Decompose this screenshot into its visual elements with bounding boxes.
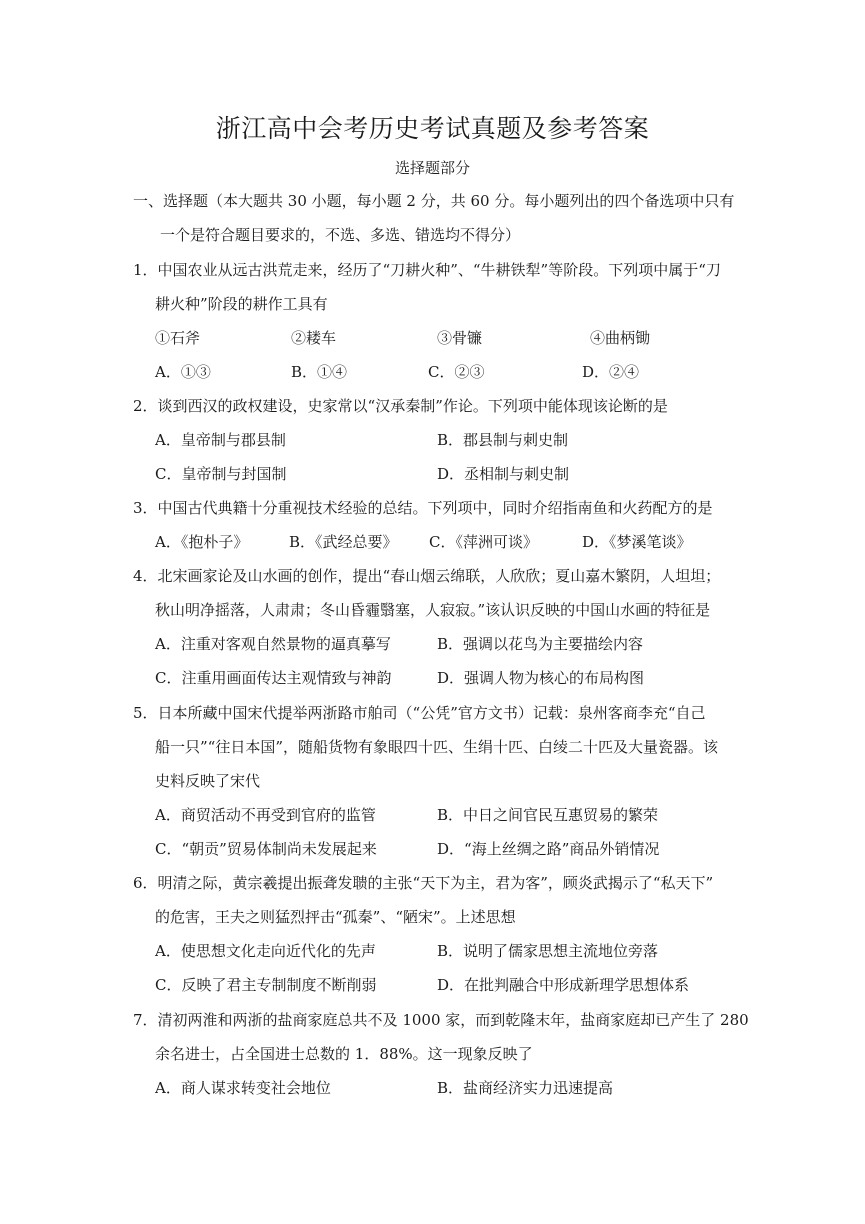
question-3-option-b: B．《武经总要》 [289, 533, 398, 551]
question-4-option-d: D．强调人物为核心的布局构图 [437, 669, 645, 687]
section-subtitle: 选择题部分 [394, 159, 470, 177]
question-7-line-2: 余名进士，占全国进士总数的 1．88%。这一现象反映了 [155, 1045, 533, 1063]
question-5-line-3: 史料反映了宋代 [155, 772, 261, 790]
question-7-option-b: B．盐商经济实力迅速提高 [437, 1079, 614, 1097]
question-1-option-a: A．①③ [155, 363, 211, 381]
question-1-line-2: 耕火种”阶段的耕作工具有 [155, 295, 328, 313]
question-5-option-b: B．中日之间官民互惠贸易的繁荣 [437, 806, 659, 824]
question-3-option-a: A．《抱朴子》 [155, 533, 249, 551]
question-2-line-1: 2．谈到西汉的政权建设，史家常以“汉承秦制”作论。下列项中能体现该论断的是 [133, 397, 668, 415]
question-4-option-a: A．注重对客观自然景物的逼真摹写 [155, 635, 391, 653]
question-3-option-d: D．《梦溪笔谈》 [582, 533, 692, 551]
question-5-option-c: C．“朝贡”贸易体制尚未发展起来 [155, 840, 377, 858]
question-7-option-a: A．商人谋求转变社会地位 [155, 1079, 331, 1097]
question-3-line-1: 3．中国古代典籍十分重视技术经验的总结。下列项中，同时介绍指南鱼和火药配方的是 [133, 499, 713, 517]
question-4-line-1: 4．北宋画家论及山水画的创作，提出“春山烟云绵联，人欣欣；夏山嘉木繁阴，人坦坦； [133, 567, 721, 585]
question-4-line-2: 秋山明净摇落，人肃肃；冬山昏霾翳塞，人寂寂。”该认识反映的中国山水画的特征是 [155, 601, 711, 619]
question-2-option-d: D．丞相制与刺史制 [437, 465, 570, 483]
question-2-option-b: B．郡县制与刺史制 [437, 431, 569, 449]
section-instruction-line-1: 一、选择题（本大题共 30 小题，每小题 2 分，共 60 分。每小题列出的四个备选项中只有 [133, 192, 735, 210]
question-6-option-c: C．反映了君主专制制度不断削弱 [155, 976, 377, 994]
question-1-item: ③骨镰 [437, 329, 483, 347]
section-instruction-line-2: 一个是符合题目要求的，不选、多选、错选均不得分） [160, 226, 521, 244]
question-4-option-c: C．注重用画面传达主观情致与神韵 [155, 669, 392, 687]
question-6-line-1: 6．明清之际，黄宗羲提出振聋发聩的主张“天下为主，君为客”，顾炎武揭示了“私天下” [133, 874, 714, 892]
question-1-item: ②耧车 [291, 329, 337, 347]
question-6-option-b: B．说明了儒家思想主流地位旁落 [437, 942, 659, 960]
question-2-option-c: C．皇帝制与封国制 [155, 465, 287, 483]
question-5-line-1: 5．日本所藏中国宋代提举两浙路市舶司（“公凭”官方文书）记载：泉州客商李充“自己 [133, 704, 706, 722]
question-2-option-a: A．皇帝制与郡县制 [155, 431, 286, 449]
question-1-line-1: 1．中国农业从远古洪荒走来，经历了“刀耕火种”、“牛耕铁犁”等阶段。下列项中属于“刀 [133, 261, 721, 279]
question-3-option-c: C．《萍洲可谈》 [429, 533, 538, 551]
question-5-option-a: A．商贸活动不再受到官府的监管 [155, 806, 376, 824]
question-1-option-d: D．②④ [582, 363, 640, 381]
question-1-option-c: C．②③ [428, 363, 485, 381]
question-1-option-b: B．①④ [291, 363, 348, 381]
question-1-item: ④曲柄锄 [590, 329, 651, 347]
question-5-line-2: 船一只”“往日本国”，随船货物有象眼四十匹、生绢十匹、白绫二十匹及大量瓷器。该 [155, 738, 719, 756]
question-4-option-b: B．强调以花鸟为主要描绘内容 [437, 635, 644, 653]
question-7-line-1: 7．清初两淮和两浙的盐商家庭总共不及 1000 家，而到乾隆末年，盐商家庭却已产生了 280 [133, 1011, 749, 1029]
question-5-option-d: D．“海上丝绸之路”商品外销情况 [437, 840, 660, 858]
document-title: 浙江高中会考历史考试真题及参考答案 [215, 114, 650, 143]
question-1-item: ①石斧 [155, 329, 201, 347]
question-6-option-a: A．使思想文化走向近代化的先声 [155, 942, 376, 960]
question-6-option-d: D．在批判融合中形成新理学思想体系 [437, 976, 690, 994]
question-6-line-2: 的危害，王夫之则猛烈抨击“孤秦”、“陋宋”。上述思想 [155, 908, 516, 926]
